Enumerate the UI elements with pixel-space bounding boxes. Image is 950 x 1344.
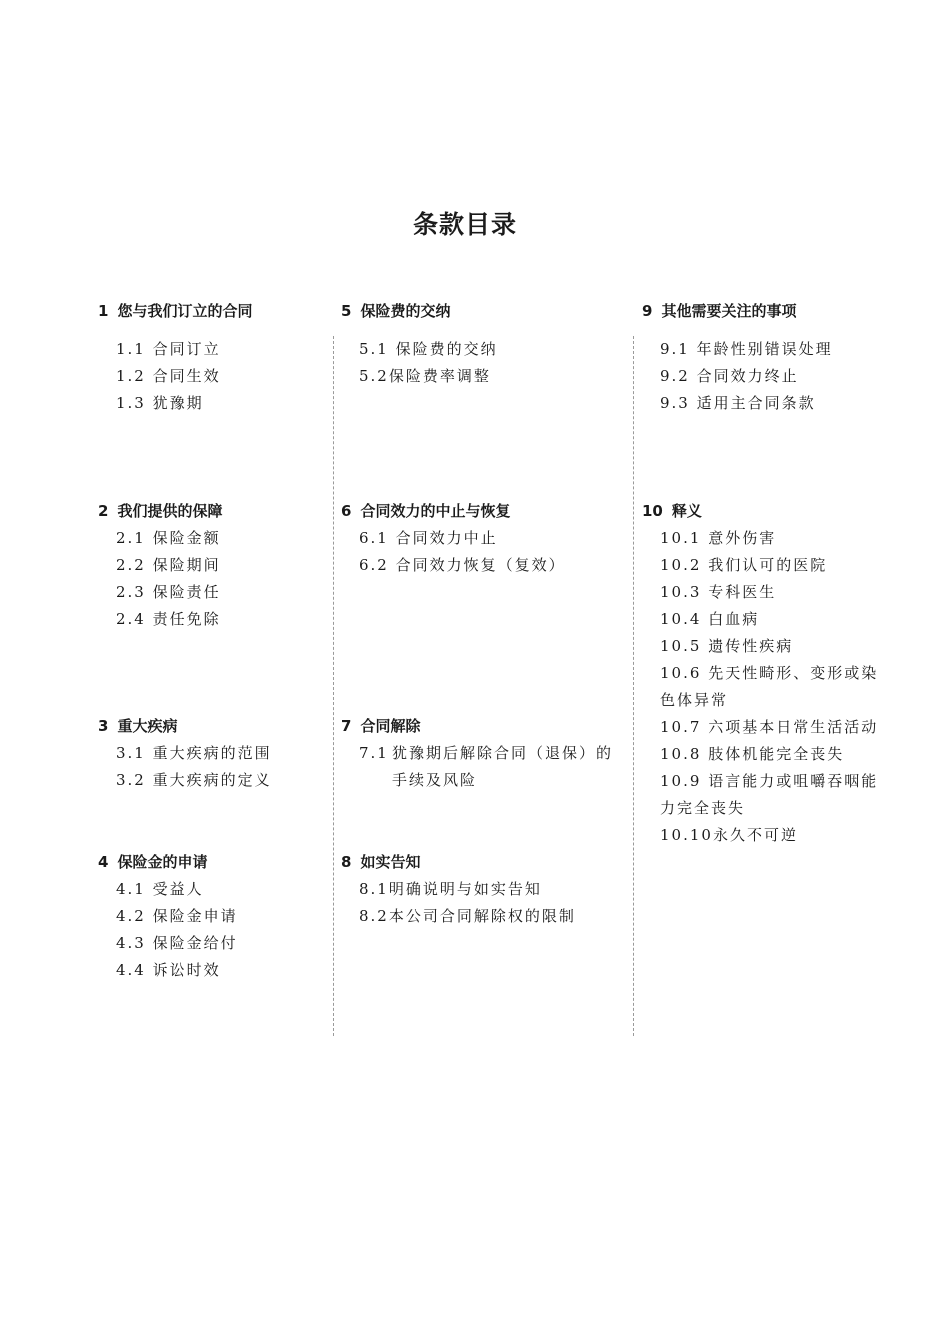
column-divider	[333, 336, 334, 1036]
toc-section-1	[98, 298, 328, 417]
toc-section-10	[642, 498, 912, 849]
toc-section-4	[98, 849, 328, 984]
toc-item[interactable]: 2.2 保险期间	[116, 556, 221, 574]
toc-item[interactable]: 9.1 年龄性别错误处理	[660, 340, 833, 358]
section-heading[interactable]: 5 保险费的交纳	[341, 302, 451, 320]
toc-item[interactable]: 3.2 重大疾病的定义	[116, 771, 272, 789]
toc-item[interactable]: 2.3 保险责任	[116, 583, 221, 601]
section-heading[interactable]: 9 其他需要关注的事项	[642, 302, 797, 320]
toc-item[interactable]: 10.1 意外伤害	[660, 529, 777, 547]
toc-section-3	[98, 713, 328, 794]
toc-section-6	[341, 498, 626, 579]
section-heading[interactable]: 10 释义	[642, 502, 702, 520]
toc-item[interactable]: 3.1 重大疾病的范围	[116, 744, 272, 762]
toc-item[interactable]: 10.10永久不可逆	[660, 826, 798, 844]
toc-item[interactable]: 4.1 受益人	[116, 880, 204, 898]
toc-item[interactable]: 2.1 保险金额	[116, 529, 221, 547]
toc-section-2	[98, 498, 328, 633]
section-heading[interactable]: 8 如实告知	[341, 853, 421, 871]
column-divider	[633, 336, 634, 1036]
toc-item[interactable]: 1.2 合同生效	[116, 367, 221, 385]
toc-item[interactable]: 10.6 先天性畸形、变形或染色体异常	[660, 664, 879, 709]
toc-item[interactable]: 7.1 犹豫期后解除合同（退保）的手续及风险	[359, 744, 614, 789]
toc-item[interactable]: 10.3 专科医生	[660, 583, 777, 601]
toc-item[interactable]: 1.3 犹豫期	[116, 394, 204, 412]
toc-section-8	[341, 849, 626, 930]
section-heading[interactable]: 2 我们提供的保障	[98, 502, 223, 520]
toc-item[interactable]: 1.1 合同订立	[116, 340, 221, 358]
toc-item[interactable]: 9.3 适用主合同条款	[660, 394, 816, 412]
toc-section-9	[642, 298, 912, 417]
page-title: 条款目录	[412, 210, 517, 239]
toc-item[interactable]: 10.8 肢体机能完全丧失	[660, 745, 845, 763]
toc-item[interactable]: 6.1 合同效力中止	[359, 529, 498, 547]
toc-item[interactable]: 6.2 合同效力恢复（复效）	[359, 556, 566, 574]
toc-item[interactable]: 10.7 六项基本日常生活活动	[660, 718, 879, 736]
toc-item[interactable]: 9.2 合同效力终止	[660, 367, 799, 385]
section-heading[interactable]: 1 您与我们订立的合同	[98, 302, 253, 320]
toc-section-7	[341, 713, 626, 794]
toc-item[interactable]: 4.3 保险金给付	[116, 934, 238, 952]
toc-item[interactable]: 2.4 责任免除	[116, 610, 221, 628]
toc-item[interactable]: 4.4 诉讼时效	[116, 961, 221, 979]
toc-item[interactable]: 10.4 白血病	[660, 610, 760, 628]
toc-item[interactable]: 8.2本公司合同解除权的限制	[359, 907, 576, 925]
section-heading[interactable]: 3 重大疾病	[98, 717, 178, 735]
toc-item[interactable]: 5.2保险费率调整	[359, 367, 491, 385]
toc-item[interactable]: 5.1 保险费的交纳	[359, 340, 498, 358]
section-heading[interactable]: 6 合同效力的中止与恢复	[341, 502, 511, 520]
section-heading[interactable]: 4 保险金的申请	[98, 853, 208, 871]
section-heading[interactable]: 7 合同解除	[341, 717, 421, 735]
toc-section-5	[341, 298, 626, 390]
toc-item[interactable]: 8.1明确说明与如实告知	[359, 880, 542, 898]
toc-item[interactable]: 4.2 保险金申请	[116, 907, 238, 925]
toc-item[interactable]: 10.2 我们认可的医院	[660, 556, 828, 574]
toc-item[interactable]: 10.9 语言能力或咀嚼吞咽能力完全丧失	[660, 772, 879, 817]
toc-item[interactable]: 10.5 遗传性疾病	[660, 637, 794, 655]
